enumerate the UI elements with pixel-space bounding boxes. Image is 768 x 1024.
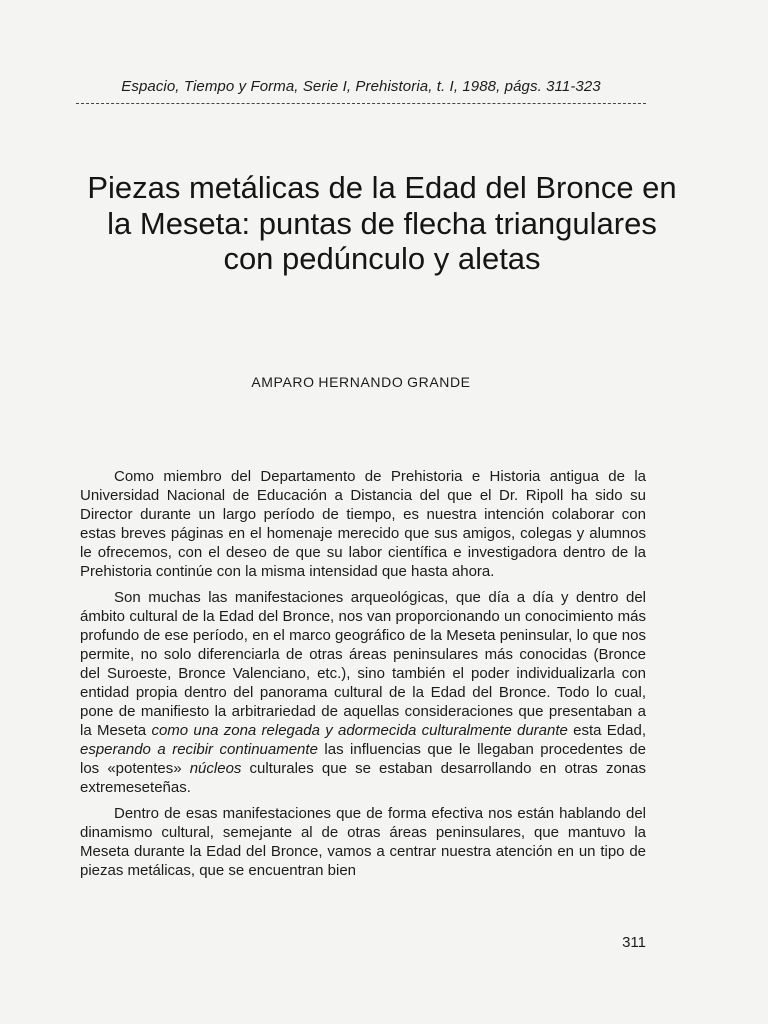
journal-citation: Espacio, Tiempo y Forma, Serie I, Prehistoria, t. I, 1988, págs. 311-323 <box>121 78 601 95</box>
paragraph-2-part-g: culturales que se estaban desarrollando en otras zonas extremeseteñas. <box>80 760 646 796</box>
paragraph-2-italic-1: como una zona relegada y adormecida culturalmente durante <box>151 722 568 739</box>
paragraph-3: Dentro de esas manifestaciones que de forma efectiva nos están hablando del dinamismo cultural, semejante al de otras áreas peninsulares, que mantuvo la Meseta durante la Edad del Bronce, vamos a centrar nuestra atención en un tipo de piezas metálicas, que se encuentran bien <box>80 805 646 879</box>
paragraph-2-italic-3: núcleos <box>189 760 242 777</box>
paragraph-2-part-c: esta Edad, <box>567 722 646 739</box>
article-title: Piezas metálicas de la Edad del Bronce en la Meseta: puntas de flecha triangulares con pedúnculo y aletas <box>87 170 677 276</box>
author-first-name: AMPARO <box>251 374 315 390</box>
page-number: 311 <box>622 934 646 951</box>
paragraph-2 <box>80 588 646 797</box>
paragraph-2-italic-2: esperando a recibir continuamente <box>80 741 318 758</box>
paragraph-2-part-e: las influencias que le llegaban procedentes de los «potentes» <box>80 741 646 777</box>
author-middle-name: HERNANDO <box>318 374 404 390</box>
paragraph-2-part-a: Son muchas las manifestaciones arqueológicas, que día a día y dentro del ámbito cultural de la Edad del Bronce, nos van proporcionando un conocimiento más profundo de ese período, en el marco geográfico de la Meseta peninsular, lo que nos permite, no solo diferenciarla de otras áreas peninsulares más conocidas (Bronce del Suroeste, Bronce Valenciano, etc.), sino también el poder individualizarla con entidad propia dentro del panorama cultural de la Edad del Bronce. Todo lo cual, pone de manifiesto la arbitrariedad de aquellas consideraciones que presentaban a la Meseta <box>80 589 646 739</box>
article-body <box>80 467 646 887</box>
author-last-name: GRANDE <box>407 374 471 390</box>
paragraph-1: Como miembro del Departamento de Prehistoria e Historia antigua de la Universidad Nacional de Educación a Distancia del que el Dr. Ripoll ha sido su Director durante un largo período de tiempo, es nuestra intención colaborar con estas breves páginas en el homenaje merecido que sus amigos, colegas y alumnos le ofrecemos, con el deseo de que su labor científica e investigadora dentro de la Prehistoria continúe con la misma intensidad que hasta ahora. <box>80 468 646 580</box>
author-name <box>76 374 646 390</box>
header-divider <box>76 103 646 104</box>
